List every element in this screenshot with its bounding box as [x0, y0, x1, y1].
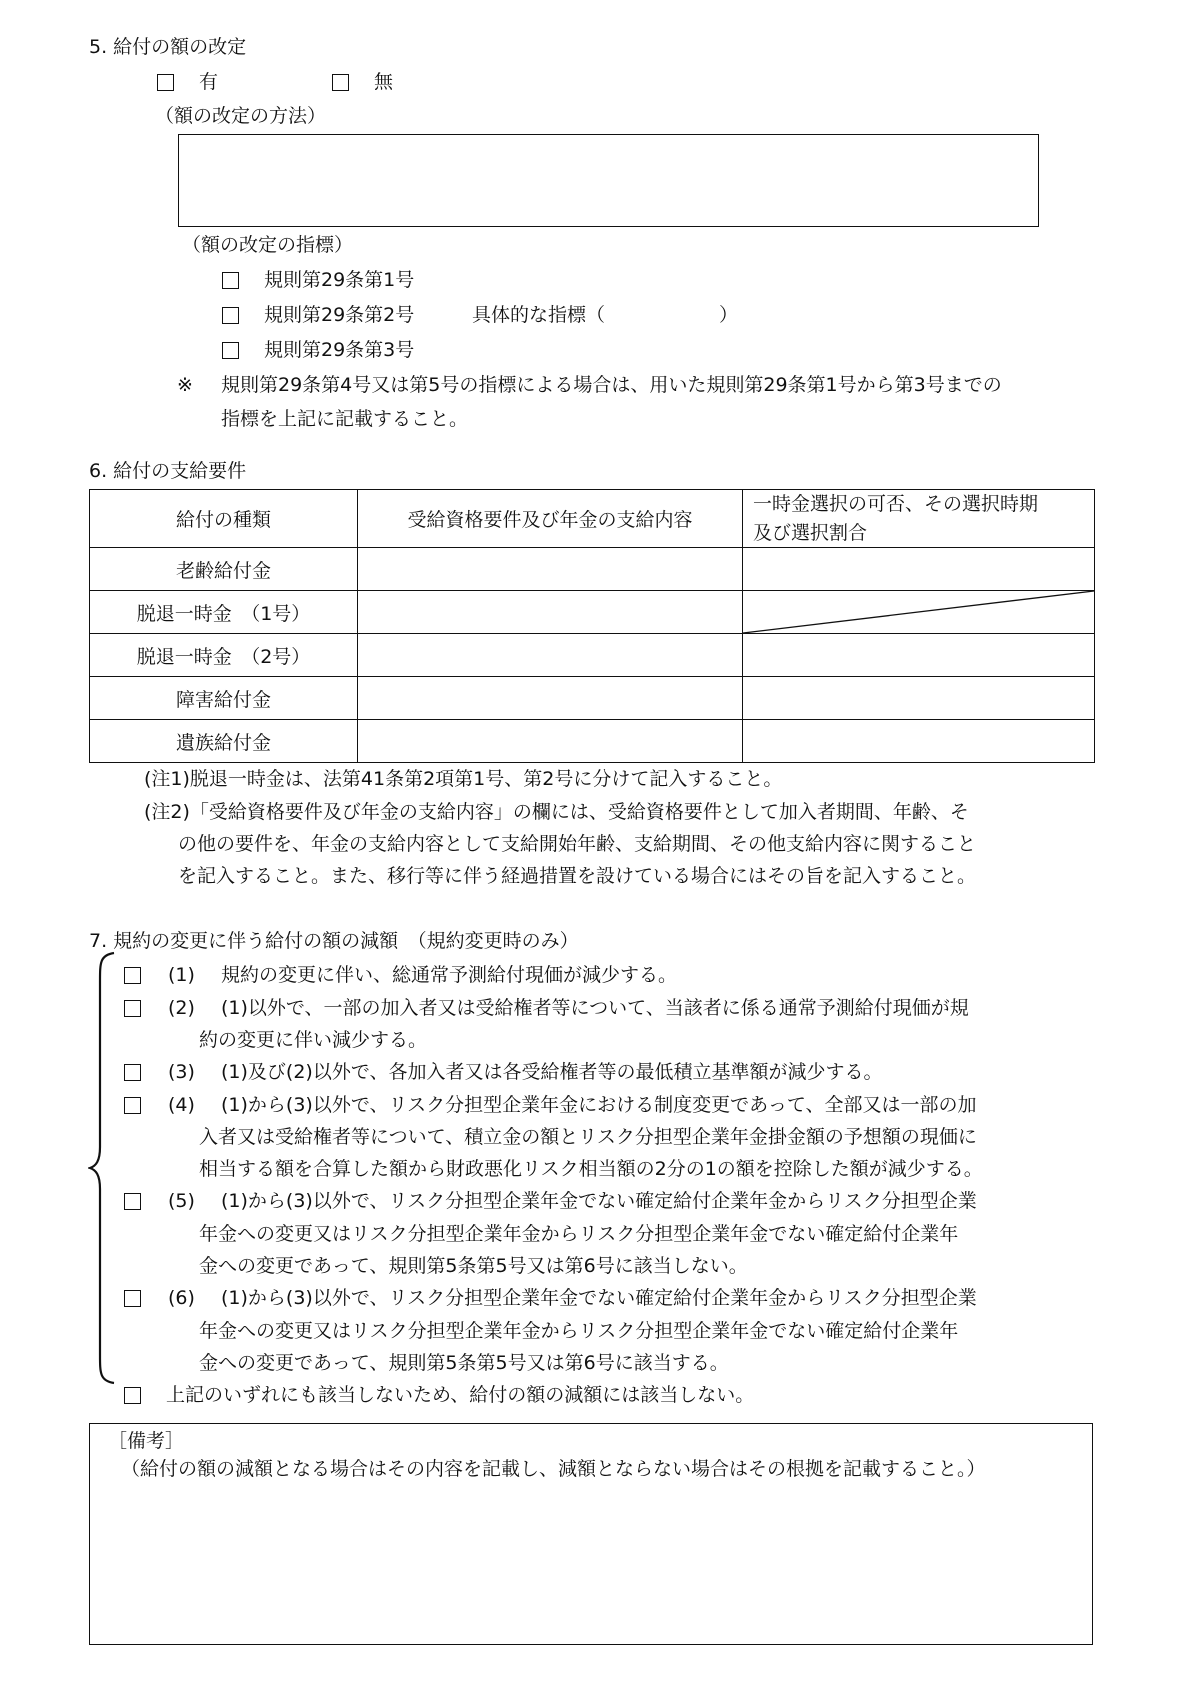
requirements-cell[interactable] — [358, 677, 743, 720]
col-header-lump-sum-line2: 及び選択割合 — [753, 521, 868, 544]
remarks-box[interactable] — [89, 1423, 1093, 1645]
condition3-line1: (1)及び(2)以外で、各加入者又は各受給権者等の最低積立基準額が減少する。 — [221, 1061, 883, 1083]
condition5-line2: 年金への変更又はリスク分担型企業年金からリスク分担型企業年金でない確定給付企業年 — [199, 1223, 959, 1245]
condition5-line1: (1)から(3)以外で、リスク分担型企業年金でない確定給付企業年金からリスク分担型企業 — [221, 1190, 977, 1212]
condition3-num: (3) — [168, 1061, 195, 1083]
section7-heading: 7. 規約の変更に伴う給付の額の減額 （規約変更時のみ） — [89, 930, 579, 952]
table-note1: (注1)脱退一時金は、法第41条第2項第1号、第2号に分けて記入すること。 — [144, 768, 783, 790]
table-row — [90, 677, 1095, 720]
col-header-lump-sum — [743, 490, 1095, 548]
lump-sum-cell-struck — [743, 591, 1095, 634]
condition4-checkbox[interactable] — [124, 1097, 141, 1114]
revision-method-field[interactable] — [178, 134, 1039, 227]
table-row — [90, 720, 1095, 763]
condition1-line1: 規約の変更に伴い、総通常予測給付現価が減少する。 — [221, 964, 678, 986]
table-row — [90, 634, 1095, 677]
rule2-checkbox[interactable] — [222, 307, 239, 324]
lump-sum-cell[interactable] — [743, 720, 1095, 763]
revision-no-checkbox[interactable] — [332, 74, 349, 91]
none-applicable-checkbox[interactable] — [124, 1387, 141, 1404]
section5-heading: 5. 給付の額の改定 — [89, 36, 247, 58]
rule1-label: 規則第29条第1号 — [264, 269, 415, 291]
specific-index-field[interactable]: 具体的な指標（ ） — [472, 304, 739, 326]
condition3-checkbox[interactable] — [124, 1064, 141, 1081]
rule3-label: 規則第29条第3号 — [264, 339, 415, 361]
revision-yes-checkbox[interactable] — [157, 74, 174, 91]
benefit-type-cell: 脱退一時金 （2号） — [90, 634, 358, 677]
rule2-label: 規則第29条第2号 — [264, 304, 415, 326]
table-note2-line3: を記入すること。また、移行等に伴う経過措置を設けている場合にはその旨を記入すること。 — [178, 865, 977, 887]
requirements-cell[interactable] — [358, 634, 743, 677]
index-note-line2: 指標を上記に記載すること。 — [221, 408, 469, 430]
benefit-type-cell: 障害給付金 — [90, 677, 358, 720]
revision-no-label: 無 — [374, 71, 394, 93]
table-note2-line2: の他の要件を、年金の支給内容として支給開始年齢、支給期間、その他支給内容に関すること — [178, 833, 977, 855]
col-header-benefit-type: 給付の種類 — [90, 490, 358, 548]
lump-sum-cell[interactable] — [743, 548, 1095, 591]
condition2-checkbox[interactable] — [124, 1000, 141, 1017]
condition4-line3: 相当する額を合算した額から財政悪化リスク相当額の2分の1の額を控除した額が減少する。 — [199, 1158, 983, 1180]
condition1-checkbox[interactable] — [124, 967, 141, 984]
table-header-row — [90, 490, 1095, 548]
lump-sum-cell[interactable] — [743, 634, 1095, 677]
none-applicable-label: 上記のいずれにも該当しないため、給付の額の減額には該当しない。 — [166, 1384, 755, 1406]
condition4-line2: 入者又は受給権者等について、積立金の額とリスク分担型企業年金掛金額の予想額の現価に — [199, 1126, 977, 1148]
benefit-type-cell: 老齢給付金 — [90, 548, 358, 591]
condition1-num: (1) — [168, 964, 195, 986]
rule3-checkbox[interactable] — [222, 342, 239, 359]
condition2-num: (2) — [168, 997, 195, 1019]
condition5-num: (5) — [168, 1190, 195, 1212]
col-header-requirements: 受給資格要件及び年金の支給内容 — [358, 490, 743, 548]
left-brace-icon — [88, 951, 118, 1386]
remarks-instruction: （給付の額の減額となる場合はその内容を記載し、減額とならない場合はその根拠を記載すること。） — [121, 1458, 986, 1480]
index-note-line1: 規則第29条第4号又は第5号の指標による場合は、用いた規則第29条第1号から第3号までの — [221, 374, 1002, 396]
revision-yes-label: 有 — [199, 71, 219, 93]
section6-heading: 6. 給付の支給要件 — [89, 460, 247, 482]
benefit-type-cell: 脱退一時金 （1号） — [90, 591, 358, 634]
lump-sum-cell[interactable] — [743, 677, 1095, 720]
requirements-cell[interactable] — [358, 591, 743, 634]
benefit-type-cell: 遺族給付金 — [90, 720, 358, 763]
diagonal-strike-line — [743, 591, 1094, 633]
requirements-cell[interactable] — [358, 548, 743, 591]
table-row — [90, 548, 1095, 591]
condition2-line1: (1)以外で、一部の加入者又は受給権者等について、当該者に係る通常予測給付現価が規 — [221, 997, 969, 1019]
note-mark: ※ — [177, 374, 193, 396]
benefit-requirements-table — [89, 489, 1095, 763]
condition4-line1: (1)から(3)以外で、リスク分担型企業年金における制度変更であって、全部又は一部の加 — [221, 1094, 977, 1116]
revision-method-label: （額の改定の方法） — [155, 105, 327, 127]
condition6-line2: 年金への変更又はリスク分担型企業年金からリスク分担型企業年金でない確定給付企業年 — [199, 1320, 959, 1342]
condition5-line3: 金への変更であって、規則第5条第5号又は第6号に該当しない。 — [199, 1255, 748, 1277]
table-row — [90, 591, 1095, 634]
table-note2-line1: (注2)「受給資格要件及び年金の支給内容」の欄には、受給資格要件として加入者期間、年齢、そ — [144, 801, 969, 823]
condition6-line1: (1)から(3)以外で、リスク分担型企業年金でない確定給付企業年金からリスク分担型企業 — [221, 1287, 977, 1309]
condition6-line3: 金への変更であって、規則第5条第5号又は第6号に該当する。 — [199, 1352, 729, 1374]
rule1-checkbox[interactable] — [222, 272, 239, 289]
remarks-title: ［備考］ — [108, 1430, 185, 1452]
revision-index-label: （額の改定の指標） — [182, 234, 354, 256]
col-header-lump-sum-line1: 一時金選択の可否、その選択時期 — [753, 493, 1039, 515]
condition6-checkbox[interactable] — [124, 1290, 141, 1307]
condition2-line2: 約の変更に伴い減少する。 — [199, 1029, 428, 1051]
condition6-num: (6) — [168, 1287, 195, 1309]
condition4-num: (4) — [168, 1094, 195, 1116]
requirements-cell[interactable] — [358, 720, 743, 763]
condition5-checkbox[interactable] — [124, 1193, 141, 1210]
